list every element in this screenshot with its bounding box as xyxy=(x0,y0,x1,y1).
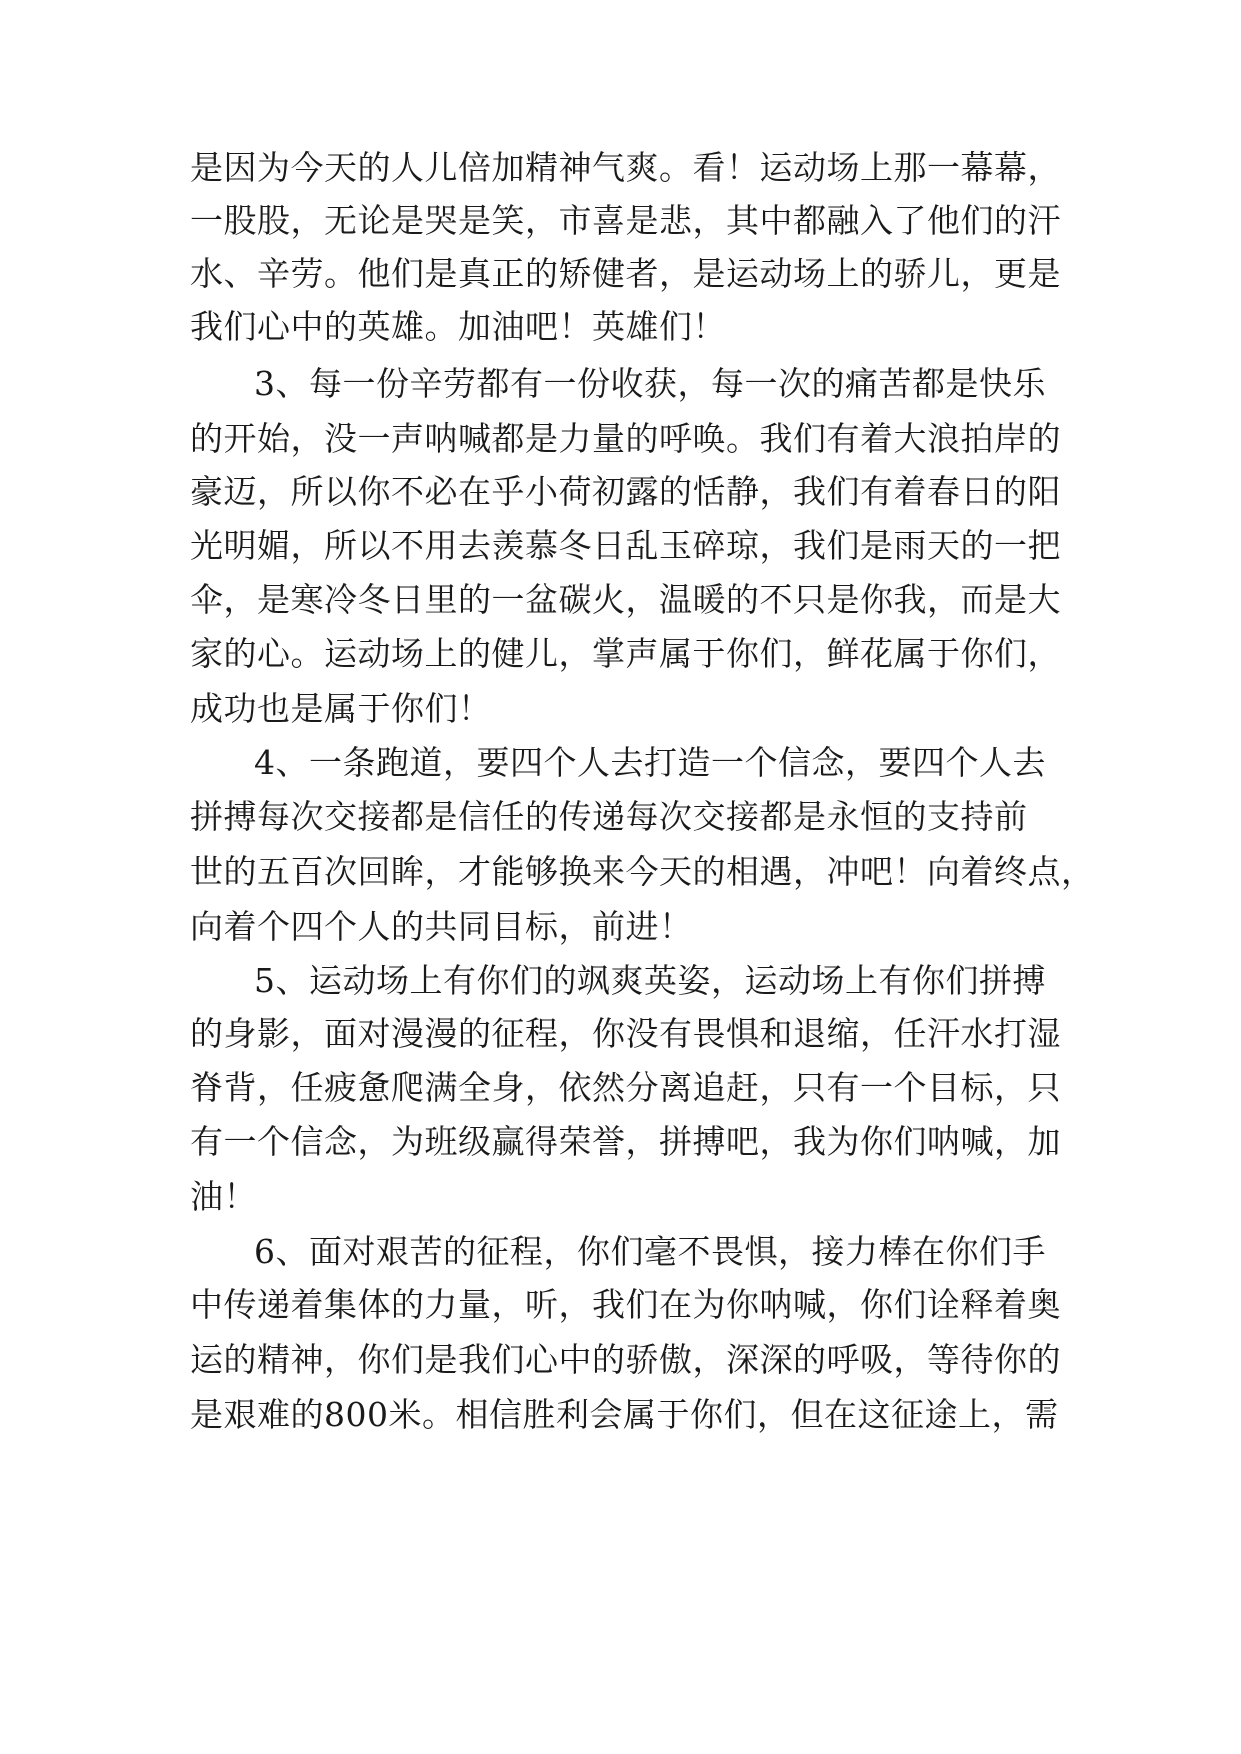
text-line: 是因为今天的人儿倍加精神气爽。看！运动场上那一幕幕， xyxy=(190,148,1061,187)
text-line: 是艰难的800米。相信胜利会属于你们，但在这征途上，需 xyxy=(190,1395,1059,1434)
text-line: 运的精神，你们是我们心中的骄傲，深深的呼吸，等待你的 xyxy=(190,1340,1061,1379)
text-line: 中传递着集体的力量，听，我们在为你呐喊，你们诠释着奥 xyxy=(190,1285,1061,1324)
text-line: 伞，是寒冷冬日里的一盆碳火，温暖的不只是你我，而是大 xyxy=(190,580,1061,619)
text-line: 4、一条跑道，要四个人去打造一个信念，要四个人去 xyxy=(254,743,1046,782)
text-line: 光明媚，所以不用去羡慕冬日乱玉碎琼，我们是雨天的一把 xyxy=(190,526,1061,565)
text-line: 一股股，无论是哭是笑，市喜是悲，其中都融入了他们的汗 xyxy=(190,201,1061,240)
text-line: 油！ xyxy=(190,1177,257,1216)
text-line: 我们心中的英雄。加油吧！英雄们！ xyxy=(190,307,726,346)
text-line: 3、每一份辛劳都有一份收获，每一次的痛苦都是快乐 xyxy=(254,364,1046,403)
text-line: 成功也是属于你们！ xyxy=(190,689,492,728)
text-line: 的身影，面对漫漫的征程，你没有畏惧和退缩，任汗水打湿 xyxy=(190,1014,1061,1053)
text-line: 的开始，没一声呐喊都是力量的呼唤。我们有着大浪拍岸的 xyxy=(190,419,1061,458)
text-line: 向着个四个人的共同目标，前进！ xyxy=(190,907,693,946)
text-line: 世的五百次回眸，才能够换来今天的相遇，冲吧！向着终点， xyxy=(190,852,1095,891)
text-line: 拼搏每次交接都是信任的传递每次交接都是永恒的支持前 xyxy=(190,797,1028,836)
text-line: 水、辛劳。他们是真正的矫健者，是运动场上的骄儿，更是 xyxy=(190,254,1061,293)
text-line: 豪迈，所以你不必在乎小荷初露的恬静，我们有着春日的阳 xyxy=(190,472,1061,511)
text-line: 5、运动场上有你们的飒爽英姿，运动场上有你们拼搏 xyxy=(254,961,1046,1000)
text-line: 家的心。运动场上的健儿，掌声属于你们，鲜花属于你们， xyxy=(190,634,1061,673)
text-line: 脊背，任疲惫爬满全身，依然分离追赶，只有一个目标，只 xyxy=(190,1068,1061,1107)
text-line: 有一个信念，为班级赢得荣誉，拼搏吧，我为你们呐喊，加 xyxy=(190,1122,1061,1161)
text-line: 6、面对艰苦的征程，你们毫不畏惧，接力棒在你们手 xyxy=(254,1232,1046,1271)
